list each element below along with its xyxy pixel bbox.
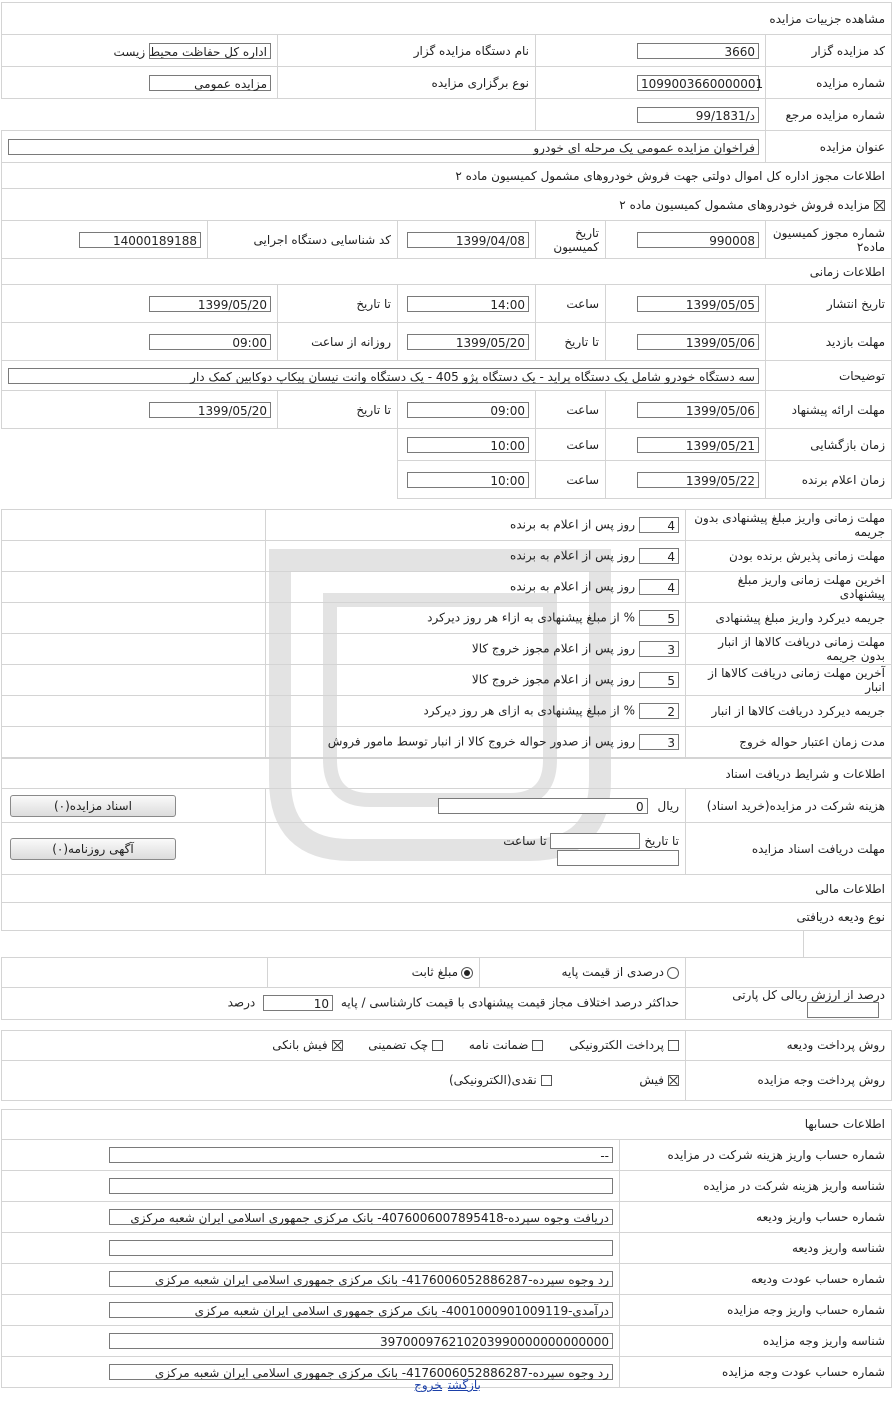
pm-check-label: چک تضمینی [368, 1038, 429, 1052]
amount-method-label: روش پرداخت وجه مزایده [686, 1060, 892, 1100]
account-label: شماره حساب عودت وجه مزایده [620, 1356, 892, 1387]
account-label: شناسه واریز وجه مزایده [620, 1325, 892, 1356]
visit-from-time: 09:00 [149, 334, 271, 350]
offer-from-date: 1399/05/06 [637, 402, 759, 418]
deadline-label: مدت زمان اعتبار حواله خروج [686, 727, 892, 758]
percent-base-radio[interactable] [667, 967, 679, 979]
max-diff-label: حداکثر درصد اختلاف مجاز قیمت پیشنهادی با قیمت کارشناسی / پایه [340, 995, 679, 1010]
max-diff-field: 10 [263, 995, 333, 1011]
deadline-label: جریمه دیرکرد واریز مبلغ پیشنهادی [686, 603, 892, 634]
opening-date: 1399/05/21 [637, 437, 759, 453]
financial-heading: اطلاعات مالی [1, 875, 891, 903]
deadline-unit: % از مبلغ پیشنهادی به ازای هر روز دیرکرد [423, 703, 635, 718]
publish-label: تاریخ انتشار [766, 285, 892, 323]
auction-type-label: نوع برگزاری مزایده [278, 67, 536, 99]
visit-label: مهلت بازدید [766, 323, 892, 361]
publish-from-date: 1399/05/05 [637, 296, 759, 312]
executive-id-label: کد شناسایی دستگاه اجرایی [208, 221, 398, 259]
am-cash-label: نقدی(الکترونیکی) [448, 1073, 537, 1087]
deadline-value: 5 [639, 610, 679, 626]
account-value-field: دریافت وجوه سپرده-4076006007895418- بانک مرکزی جمهوری اسلامی ایران شعبه مرکزی [109, 1209, 613, 1225]
reference-number-field: د/99/1831 [637, 107, 759, 123]
exit-link[interactable]: خروج [414, 1378, 443, 1392]
accounts-heading: اطلاعات حسابها [2, 1109, 892, 1139]
description-label: توضیحات [766, 361, 892, 391]
visit-daily-from-label: روزانه از ساعت [278, 323, 398, 361]
newspaper-ad-button[interactable]: آگهی روزنامه(۰) [10, 838, 176, 860]
am-cash-checkbox[interactable] [541, 1075, 552, 1086]
commission-date-field: 1399/04/08 [407, 232, 529, 248]
account-row [2, 1294, 892, 1325]
doc-until-date-label: تا تاریخ [644, 833, 679, 848]
deposit-type-heading: نوع ودیعه دریافتی [1, 903, 891, 931]
account-row [2, 1170, 892, 1201]
commission-date-label: تاریخ کمیسیون [536, 221, 606, 259]
winner-date: 1399/05/22 [637, 472, 759, 488]
winner-time: 10:00 [407, 472, 529, 488]
winner-time-label: ساعت [536, 461, 606, 499]
pm-check-checkbox[interactable] [432, 1040, 443, 1051]
opening-time: 10:00 [407, 437, 529, 453]
auction-title-label: عنوان مزایده [766, 131, 892, 163]
account-value-field: رد وجوه سپرده-4176006052886287- بانک مرکزی جمهوری اسلامی ایران شعبه مرکزی [109, 1364, 613, 1380]
account-row [2, 1201, 892, 1232]
offer-to-date: 1399/05/20 [149, 402, 271, 418]
description-field: سه دستگاه خودرو شامل یک دستگاه پراید - یک دستگاه پژو 405 - یک دستگاه وانت نیسان پیکاپ دوکابین کمک دار [8, 368, 759, 384]
deposit-table [1, 931, 892, 1020]
deadline-value: 3 [639, 641, 679, 657]
doc-fee-label: هزینه شرکت در مزایده(خرید اسناد) [686, 789, 892, 823]
deadline-unit: روز پس از اعلام به برنده [510, 548, 635, 563]
deadline-label: مهلت زمانی واریز مبلغ پیشنهادی بدون جریمه [686, 510, 892, 541]
pm-guarantee-label: ضمانت نامه [468, 1038, 529, 1052]
auction-type-field: مزایده عمومی [149, 75, 271, 91]
documents-button[interactable]: اسناد مزایده(۰) [10, 795, 176, 817]
commission-permit-label: شماره مجوز کمیسیون ماده۲ [766, 221, 892, 259]
executive-id-field: 14000189188 [79, 232, 201, 248]
deadlines-table [1, 509, 892, 758]
pm-electronic-checkbox[interactable] [668, 1040, 679, 1051]
auction-title-field: فراخوان مزایده عمومی یک مرحله ای خودرو [8, 139, 759, 155]
auctioneer-code-label: کد مزایده گزار [766, 35, 892, 67]
deadline-unit: روز پس از اعلام به برنده [510, 517, 635, 532]
deadline-value: 4 [639, 517, 679, 533]
account-label: شناسه واریز هزینه شرکت در مزایده [620, 1170, 892, 1201]
account-label: شماره حساب واریز ودیعه [620, 1201, 892, 1232]
visit-to-date-label: تا تاریخ [536, 323, 606, 361]
auction-details-table [1, 2, 892, 499]
auction-number-label: شماره مزایده [766, 67, 892, 99]
publish-to-date: 1399/05/20 [149, 296, 271, 312]
am-receipt-label: فیش [639, 1073, 664, 1087]
deadline-label: اخرین مهلت زمانی واریز مبلغ پیشنهادی [686, 572, 892, 603]
opening-label: زمان بازگشایی [766, 429, 892, 461]
visit-to-date: 1399/05/20 [407, 334, 529, 350]
commission-sale-label: مزایده فروش خودروهای مشمول کمیسیون ماده ۲ [619, 197, 870, 212]
deadline-unit: روز پس از اعلام به برنده [510, 579, 635, 594]
deadline-label: آخرین مهلت زمانی دریافت کالاها از انبار [686, 665, 892, 696]
publish-from-time-label: ساعت [536, 285, 606, 323]
commission-permit-field: 990008 [637, 232, 759, 248]
page-title: مشاهده جزییات مزایده [1, 3, 891, 35]
account-label: شماره حساب واریز وجه مزایده [620, 1294, 892, 1325]
deadline-row [2, 665, 892, 696]
account-label: شماره حساب عودت ودیعه [620, 1263, 892, 1294]
am-receipt-checkbox[interactable] [668, 1075, 679, 1086]
pm-guarantee-checkbox[interactable] [532, 1040, 543, 1051]
doc-fee-field: 0 [438, 798, 648, 814]
pm-bank-checkbox[interactable] [332, 1040, 343, 1051]
accounts-table [1, 1109, 892, 1388]
deadline-label: مهلت زمانی دریافت کالاها از انبار بدون جریمه [686, 634, 892, 665]
fixed-amount-radio[interactable] [461, 967, 473, 979]
fixed-amount-label: مبلغ ثابت [411, 965, 458, 979]
deadline-value: 2 [639, 703, 679, 719]
footer-links [0, 1378, 895, 1392]
account-value-field [109, 1240, 613, 1256]
docs-table [1, 758, 892, 931]
deadline-label: جریمه دیرکرد دریافت کالاها از انبار [686, 696, 892, 727]
percent-base-label: درصدی از قیمت پایه [561, 965, 664, 979]
account-row [2, 1325, 892, 1356]
permit-info-heading: اطلاعات مجوز اداره کل اموال دولتی جهت فروش خودروهای مشمول کمیسیون ماده ۲ [1, 163, 891, 189]
back-link[interactable]: بازگشت [448, 1378, 481, 1392]
deposit-method-label: روش پرداخت ودیعه [686, 1030, 892, 1060]
deadline-row [2, 541, 892, 572]
auctioneer-name-label: نام دستگاه مزایده گزار [278, 35, 536, 67]
deadline-value: 4 [639, 579, 679, 595]
deadline-row [2, 634, 892, 665]
account-label: شناسه واریز ودیعه [620, 1232, 892, 1263]
pm-electronic-label: پرداخت الکترونیکی [569, 1038, 664, 1052]
publish-from-time: 14:00 [407, 296, 529, 312]
publish-to-date-label: تا تاریخ [278, 285, 398, 323]
percent-value-label: درصد از ارزش ریالی کل پارتی [732, 988, 885, 1002]
account-value-field [109, 1178, 613, 1194]
visit-from-date: 1399/05/06 [637, 334, 759, 350]
payment-table [1, 1030, 892, 1101]
account-value-field: -- [109, 1147, 613, 1163]
offer-from-time: 09:00 [407, 402, 529, 418]
reference-number-label: شماره مزایده مرجع [766, 99, 892, 131]
deadline-label: مهلت زمانی پذیرش برنده بودن [686, 541, 892, 572]
deadline-row [2, 572, 892, 603]
account-row [2, 1139, 892, 1170]
opening-time-label: ساعت [536, 429, 606, 461]
deadline-unit: روز پس از اعلام مجوز خروج کالا [471, 641, 635, 656]
account-value-field: درآمدی-4001000901009119- بانک مرکزی جمهوری اسلامی ایران شعبه مرکزی [109, 1302, 613, 1318]
deadline-value: 4 [639, 548, 679, 564]
doc-until-time-label: تا ساعت [503, 833, 547, 848]
deadline-row [2, 727, 892, 758]
deadline-unit: % از مبلغ پیشنهادی به ازاء هر روز دیرکرد [427, 610, 635, 625]
auctioneer-code-field: 3660 [637, 43, 759, 59]
winner-label: زمان اعلام برنده [766, 461, 892, 499]
doc-until-time-field [557, 850, 679, 866]
offer-to-date-label: تا تاریخ [278, 391, 398, 429]
deadline-value: 5 [639, 672, 679, 688]
pm-bank-label: فیش بانکی [272, 1038, 328, 1052]
commission-sale-checkbox[interactable] [874, 200, 885, 211]
account-value-field: 397000976210203990000000000000 [109, 1333, 613, 1349]
deadline-row [2, 696, 892, 727]
doc-until-date-field [550, 833, 640, 849]
account-row [2, 1263, 892, 1294]
auctioneer-name-field: اداره کل حفاظت محیط زیست [149, 43, 271, 59]
doc-receive-label: مهلت دریافت اسناد مزایده [686, 823, 892, 875]
percent-value-field [807, 1002, 879, 1018]
account-value-field: رد وجوه سپرده-4176006052886287- بانک مرکزی جمهوری اسلامی ایران شعبه مرکزی [109, 1271, 613, 1287]
time-info-heading: اطلاعات زمانی [1, 259, 891, 285]
offer-label: مهلت ارائه پیشنهاد [766, 391, 892, 429]
doc-fee-rial: ریال [657, 798, 679, 813]
max-diff-unit: درصد [227, 995, 256, 1010]
account-row [2, 1232, 892, 1263]
account-label: شماره حساب واریز هزینه شرکت در مزایده [620, 1139, 892, 1170]
deadline-unit: روز پس از صدور حواله خروج کالا از انبار توسط مامور فروش [327, 734, 635, 749]
docs-info-heading: اطلاعات و شرایط دریافت اسناد [1, 759, 891, 789]
offer-from-time-label: ساعت [536, 391, 606, 429]
deadline-value: 3 [639, 734, 679, 750]
deadline-row [2, 510, 892, 541]
deadline-unit: روز پس از اعلام مجوز خروج کالا [471, 672, 635, 687]
deadline-row [2, 603, 892, 634]
auction-number-field: 1099003660000001 [637, 75, 759, 91]
